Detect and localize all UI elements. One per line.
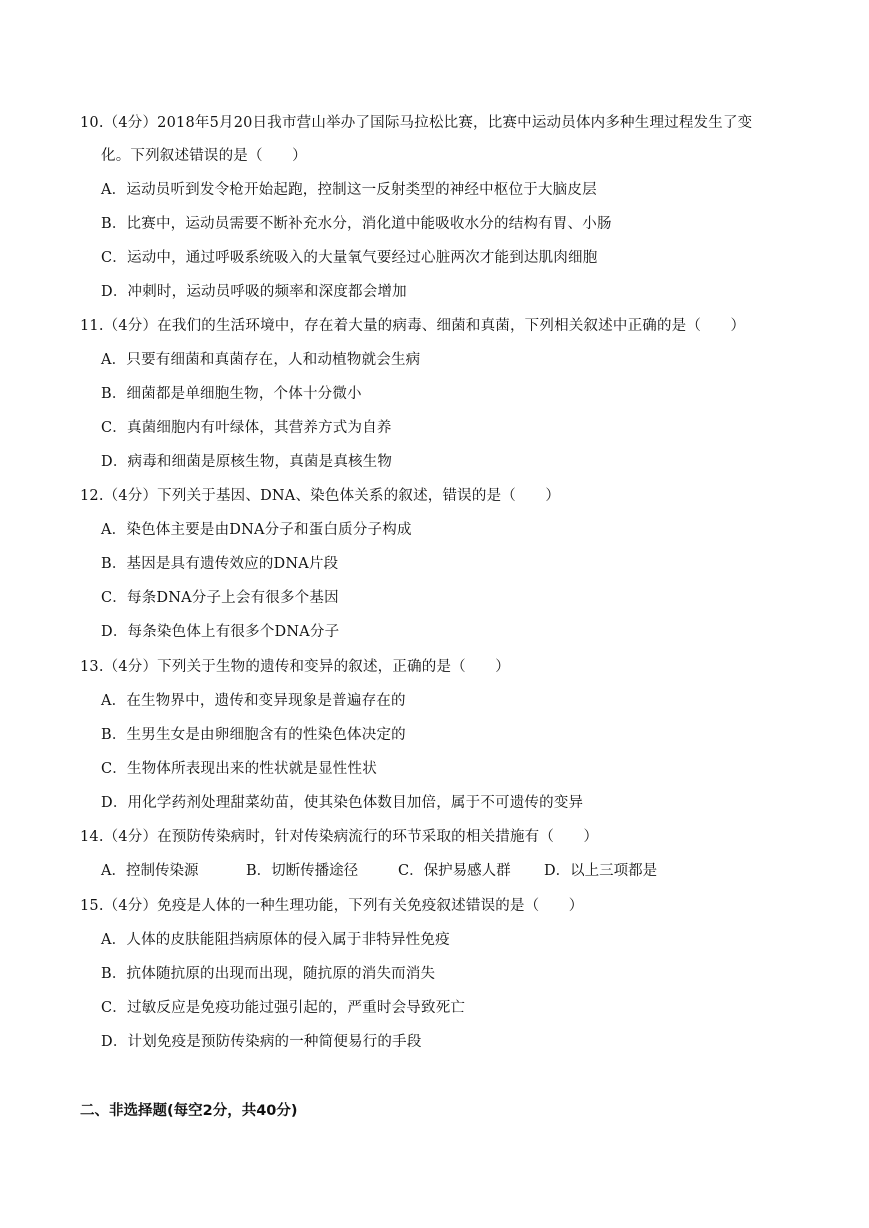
question-10-option-c: C．运动中，通过呼吸系统吸入的大量氧气要经过心脏两次才能到达肌肉细胞 bbox=[101, 250, 598, 266]
question-13-option-c: C．生物体所表现出来的性状就是显性性状 bbox=[101, 761, 377, 777]
question-10-option-a: A．运动员听到发令枪开始起跑，控制这一反射类型的神经中枢位于大脑皮层 bbox=[101, 182, 597, 198]
question-10-stem-line2: 化。下列叙述错误的是（ ） bbox=[101, 148, 307, 164]
question-12-option-b: B．基因是具有遗传效应的DNA片段 bbox=[101, 556, 339, 572]
question-13-option-a: A．在生物界中，遗传和变异现象是普遍存在的 bbox=[101, 693, 406, 709]
question-14-option-b: B．切断传播途径 bbox=[246, 863, 359, 879]
question-14-option-a: A．控制传染源 bbox=[101, 863, 199, 879]
question-11-option-c: C．真菌细胞内有叶绿体，其营养方式为自养 bbox=[101, 420, 392, 436]
question-15-stem: 15.（4分）免疫是人体的一种生理功能，下列有关免疫叙述错误的是（ ） bbox=[80, 898, 584, 914]
question-15-option-d: D．计划免疫是预防传染病的一种简便易行的手段 bbox=[101, 1034, 422, 1050]
question-13-stem: 13.（4分）下列关于生物的遗传和变异的叙述，正确的是（ ） bbox=[80, 659, 510, 675]
question-11-option-d: D．病毒和细菌是原核生物，真菌是真核生物 bbox=[101, 454, 393, 470]
question-14-option-c: C．保护易感人群 bbox=[398, 863, 511, 879]
question-11-stem: 11.（4分）在我们的生活环境中，存在着大量的病毒、细菌和真菌，下列相关叙述中正确的是（ ） bbox=[80, 318, 746, 334]
question-15-option-b: B．抗体随抗原的出现而出现，随抗原的消失而消失 bbox=[101, 966, 436, 982]
question-11-option-b: B．细菌都是单细胞生物，个体十分微小 bbox=[101, 386, 362, 402]
question-10-option-d: D．冲刺时，运动员呼吸的频率和深度都会增加 bbox=[101, 284, 407, 300]
question-15-option-a: A．人体的皮肤能阻挡病原体的侵入属于非特异性免疫 bbox=[101, 932, 450, 948]
question-12-option-c: C．每条DNA分子上会有很多个基因 bbox=[101, 590, 339, 606]
section-heading-non-choice: 二、非选择题(每空2分，共40分) bbox=[80, 1103, 298, 1119]
question-11-option-a: A．只要有细菌和真菌存在，人和动植物就会生病 bbox=[101, 352, 421, 368]
question-14-option-d: D．以上三项都是 bbox=[544, 863, 658, 879]
question-12-option-a: A．染色体主要是由DNA分子和蛋白质分子构成 bbox=[101, 522, 412, 538]
question-12-stem: 12.（4分）下列关于基因、DNA、染色体关系的叙述，错误的是（ ） bbox=[80, 488, 561, 504]
question-13-option-b: B．生男生女是由卵细胞含有的性染色体决定的 bbox=[101, 727, 406, 743]
question-12-option-d: D．每条染色体上有很多个DNA分子 bbox=[101, 624, 340, 640]
question-14-stem: 14.（4分）在预防传染病时，针对传染病流行的环节采取的相关措施有（ ） bbox=[80, 829, 599, 845]
question-13-option-d: D．用化学药剂处理甜菜幼苗，使其染色体数目加倍，属于不可遗传的变异 bbox=[101, 795, 584, 811]
question-10-option-b: B．比赛中，运动员需要不断补充水分，消化道中能吸收水分的结构有胃、小肠 bbox=[101, 216, 612, 232]
question-15-option-c: C．过敏反应是免疫功能过强引起的，严重时会导致死亡 bbox=[101, 1000, 466, 1016]
question-10-stem-line1: 10.（4分）2018年5月20日我市营山举办了国际马拉松比赛，比赛中运动员体内多种生理过程发生了变 bbox=[80, 115, 753, 131]
